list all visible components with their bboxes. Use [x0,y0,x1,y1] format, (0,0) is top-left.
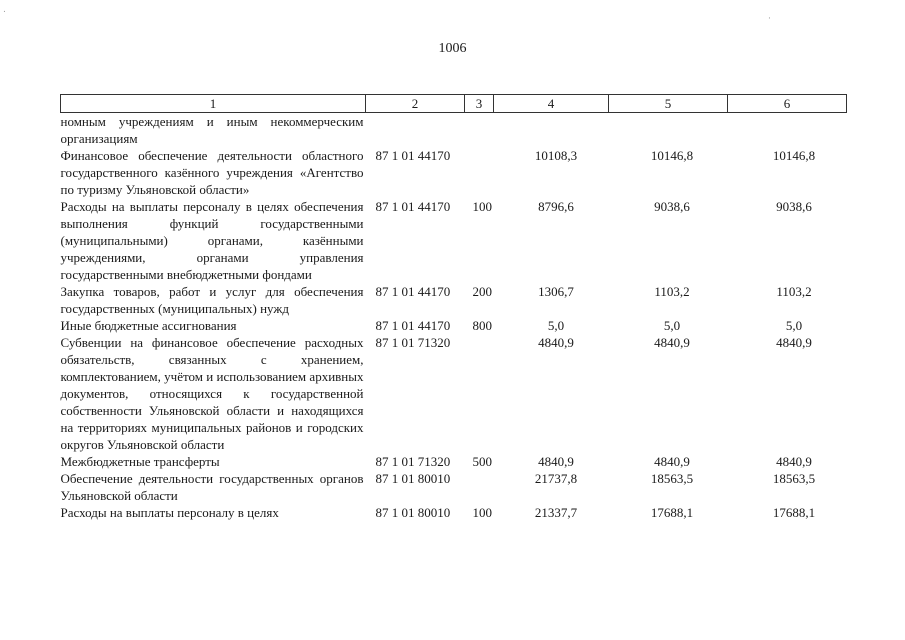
table-row [61,198,847,283]
table-row [61,317,847,334]
row-value-year3: 10146,8 [772,148,816,163]
row-vr: 100 [472,505,492,520]
row-vr: 500 [472,454,492,469]
page-number: 1006 [438,41,467,56]
row-code: 87 1 01 80010 [375,471,451,486]
row-value-year3: 4840,9 [776,335,812,350]
row-name: Обеспечение деятельности государственных органов Ульяновской области [60,471,364,503]
row-value-year2: 5,0 [663,318,681,333]
row-code: 87 1 01 44170 [375,284,451,299]
row-name: Иные бюджетные ассигнования [60,318,237,333]
row-value-year2: 1103,2 [654,284,690,299]
corner-mark: · [768,14,771,24]
row-value-year3: 1103,2 [776,284,812,299]
table-row [61,504,847,521]
row-value-year2: 10146,8 [650,148,694,163]
header-cell-vr: 3 [465,95,494,113]
table-row [61,113,847,148]
row-value-year2: 4840,9 [654,454,690,469]
row-vr: 100 [472,199,492,214]
row-name: номным учреждениям и иным некоммерческим организациям [60,114,364,146]
row-value-year1: 4840,9 [538,335,574,350]
row-value-year2: 17688,1 [650,505,694,520]
corner-mark: . [3,5,6,15]
row-code [366,113,465,148]
header-cell-name: 1 [61,95,366,113]
row-code: 87 1 01 71320 [375,454,451,469]
row-value-year2: 18563,5 [650,471,694,486]
row-value-year3: 18563,5 [772,471,816,486]
row-code: 87 1 01 44170 [375,318,451,333]
row-code: 87 1 01 44170 [375,199,451,214]
budget-table [60,94,847,521]
row-value-year1: 21337,7 [534,505,578,520]
row-vr: 200 [472,284,492,299]
row-value-year2: 4840,9 [654,335,690,350]
row-value-year2: 9038,6 [654,199,690,214]
row-vr [465,147,494,198]
row-name: Субвенции на финансовое обеспечение расходных обязательств, связанных с хранением, комплектованием, учётом и использованием архивных документов, относящихся к государственной собственности Ульяновской области и находящихся на территориях муниципальных районов и городских округов Ульяновской области [60,335,364,452]
row-value-year3: 5,0 [785,318,803,333]
table-row [61,147,847,198]
row-code: 87 1 01 80010 [375,505,451,520]
row-vr [465,334,494,453]
row-value-year3: 9038,6 [776,199,812,214]
row-vr [465,470,494,504]
row-code: 87 1 01 44170 [375,148,451,163]
table-row [61,470,847,504]
row-vr [465,113,494,148]
row-value-year1 [494,113,609,148]
row-name: Межбюджетные трансферты [60,454,220,469]
table-row [61,334,847,453]
table-row [61,453,847,470]
header-cell-code: 2 [366,95,465,113]
row-value-year1: 8796,6 [538,199,574,214]
row-value-year3: 17688,1 [772,505,816,520]
row-code: 87 1 01 71320 [375,335,451,350]
header-cell-year2: 5 [609,95,728,113]
header-cell-year3: 6 [728,95,847,113]
row-vr: 800 [472,318,492,333]
row-name: Расходы на выплаты персоналу в целях обеспечения выполнения функций государственными (муниципальными) органами, казёнными учреждениями, органами управления государственными внебюджетными фондами [60,199,364,282]
row-value-year1: 21737,8 [534,471,578,486]
row-value-year2 [609,113,728,148]
row-value-year1: 4840,9 [538,454,574,469]
row-value-year1: 1306,7 [538,284,574,299]
header-row [61,95,847,113]
row-name: Финансовое обеспечение деятельности областного государственного казённого учреждения «Агентство по туризму Ульяновской области» [60,148,364,197]
row-value-year3 [728,113,847,148]
table-row [61,283,847,317]
row-name: Расходы на выплаты персоналу в целях [60,505,279,520]
header-cell-year1: 4 [494,95,609,113]
row-name: Закупка товаров, работ и услуг для обеспечения государственных (муниципальных) нужд [60,284,364,316]
row-value-year3: 4840,9 [776,454,812,469]
row-value-year1: 10108,3 [534,148,578,163]
row-value-year1: 5,0 [547,318,565,333]
